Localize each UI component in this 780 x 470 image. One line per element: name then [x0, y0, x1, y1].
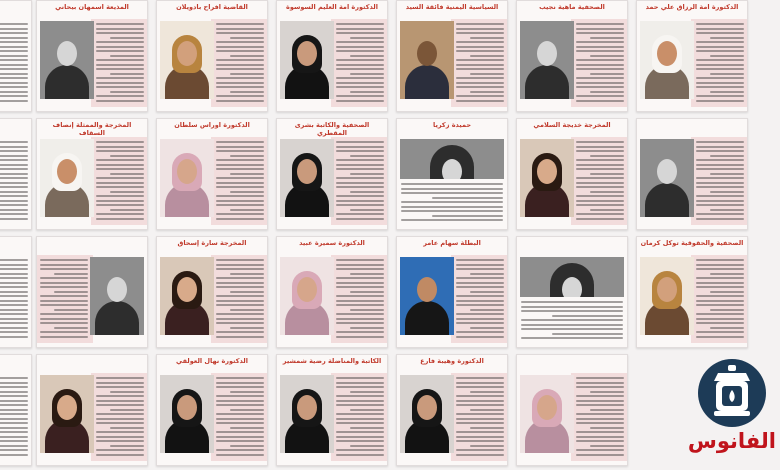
card-title: المذيعة أسمهان بيحاني: [55, 4, 129, 11]
lantern-icon: [688, 357, 776, 429]
body-text: [456, 259, 504, 341]
body-text: [40, 259, 88, 341]
card-title: البطلة سهام عامر: [423, 240, 481, 247]
body-text: [336, 141, 384, 223]
card-title: السياسية اليمنية فائقة السيد: [405, 4, 499, 11]
profile-card: [516, 118, 628, 230]
profile-card: [36, 236, 148, 348]
card-title: المخرجة سارة إسحاق: [177, 240, 247, 247]
portrait-photo: [40, 21, 94, 99]
card-title: الدكتورة نهال العولقي: [176, 358, 248, 365]
portrait-photo: [400, 21, 454, 99]
card-title: الدكتورة أمة الرزاق علي حمد: [645, 4, 739, 11]
card-title: [39, 358, 145, 373]
body-text: [401, 183, 503, 223]
profile-card: [36, 354, 148, 466]
profile-card: [396, 354, 508, 466]
body-text: [96, 23, 144, 105]
card-title: [639, 122, 745, 137]
portrait-photo: [160, 257, 214, 335]
profile-card: [276, 118, 388, 230]
portrait-photo: [280, 139, 334, 217]
portrait-photo: [520, 21, 574, 99]
body-text: [216, 259, 264, 341]
body-text: [96, 377, 144, 459]
body-text: [521, 301, 623, 341]
portrait-photo: [160, 375, 214, 453]
profile-card: [156, 0, 268, 112]
card-title: الدكتورة وهيبة فارع: [420, 358, 484, 365]
profile-card: [0, 236, 32, 348]
card-title: [519, 358, 625, 373]
card-title: [0, 122, 29, 137]
portrait-photo: [160, 139, 214, 217]
body-text: [336, 23, 384, 105]
body-text: [0, 23, 28, 105]
body-text: [0, 141, 28, 223]
profile-card: [276, 0, 388, 112]
card-title: الدكتورة أمة العليم السوسوة: [286, 4, 378, 11]
body-text: [0, 259, 28, 341]
card-title: [0, 240, 29, 255]
portrait-photo: [280, 21, 334, 99]
portrait-photo: [640, 139, 694, 217]
portrait-photo: [90, 257, 144, 335]
profile-card: [0, 0, 32, 112]
body-text: [216, 377, 264, 459]
profile-card: [276, 354, 388, 466]
portrait-photo: [640, 21, 694, 99]
portrait-photo: [520, 139, 574, 217]
body-text: [576, 377, 624, 459]
portrait-photo: [40, 139, 94, 217]
profile-card: [636, 0, 748, 112]
card-title: [39, 240, 145, 255]
card-title: [0, 4, 29, 19]
body-text: [456, 377, 504, 459]
body-text: [576, 141, 624, 223]
body-text: [696, 141, 744, 223]
card-title: الصحفية والحقوقية توكل كرمان: [640, 240, 744, 247]
profile-card: [516, 236, 628, 348]
portrait-photo: [640, 257, 694, 335]
card-title: الصحفية ماهية نجيب: [539, 4, 605, 11]
portrait-photo: [520, 375, 574, 453]
profile-card: [516, 354, 628, 466]
body-text: [216, 141, 264, 223]
card-title: [0, 358, 29, 373]
logo-text: الفانوس: [687, 429, 776, 453]
body-text: [336, 259, 384, 341]
profile-card: [516, 0, 628, 112]
card-title: القاضية أفراح بادويلان: [176, 4, 248, 11]
body-text: [336, 377, 384, 459]
portrait-photo: [40, 375, 94, 453]
profile-card: [156, 236, 268, 348]
profile-card: [0, 354, 32, 466]
body-text: [216, 23, 264, 105]
card-title: حميدة زكريا: [433, 122, 471, 129]
card-title: المخرجة خديجة السلامي: [533, 122, 611, 129]
portrait-photo: [160, 21, 214, 99]
profile-card: [36, 0, 148, 112]
profile-card: [636, 236, 748, 348]
body-text: [576, 23, 624, 105]
profile-card: [636, 118, 748, 230]
profile-card: [276, 236, 388, 348]
card-title: الدكتورة سميرة عبيد: [299, 240, 365, 247]
profile-card: [0, 118, 32, 230]
profile-card: [36, 118, 148, 230]
body-text: [0, 377, 28, 459]
portrait-photo: [400, 375, 454, 453]
body-text: [696, 23, 744, 105]
card-title: الدكتورة أوراس سلطان: [174, 122, 250, 129]
portrait-photo: [280, 257, 334, 335]
portrait-photo: [400, 139, 504, 179]
portrait-photo: [280, 375, 334, 453]
portrait-photo: [400, 257, 454, 335]
profile-card: [156, 118, 268, 230]
body-text: [696, 259, 744, 341]
card-title: الكاتبة والمناضلة رضية شمشير: [282, 358, 382, 365]
card-title: [519, 240, 625, 255]
body-text: [456, 23, 504, 105]
body-text: [96, 141, 144, 223]
profile-card: [396, 118, 508, 230]
profile-card: [396, 236, 508, 348]
card-title: الصحفية والكاتبة بشرى المقطري: [294, 122, 370, 137]
card-title: المخرجة والممثلة إنصاف السقاف: [52, 122, 132, 137]
alfanoos-logo: [688, 357, 776, 467]
profile-card: [396, 0, 508, 112]
portrait-photo: [520, 257, 624, 297]
profile-card: [156, 354, 268, 466]
